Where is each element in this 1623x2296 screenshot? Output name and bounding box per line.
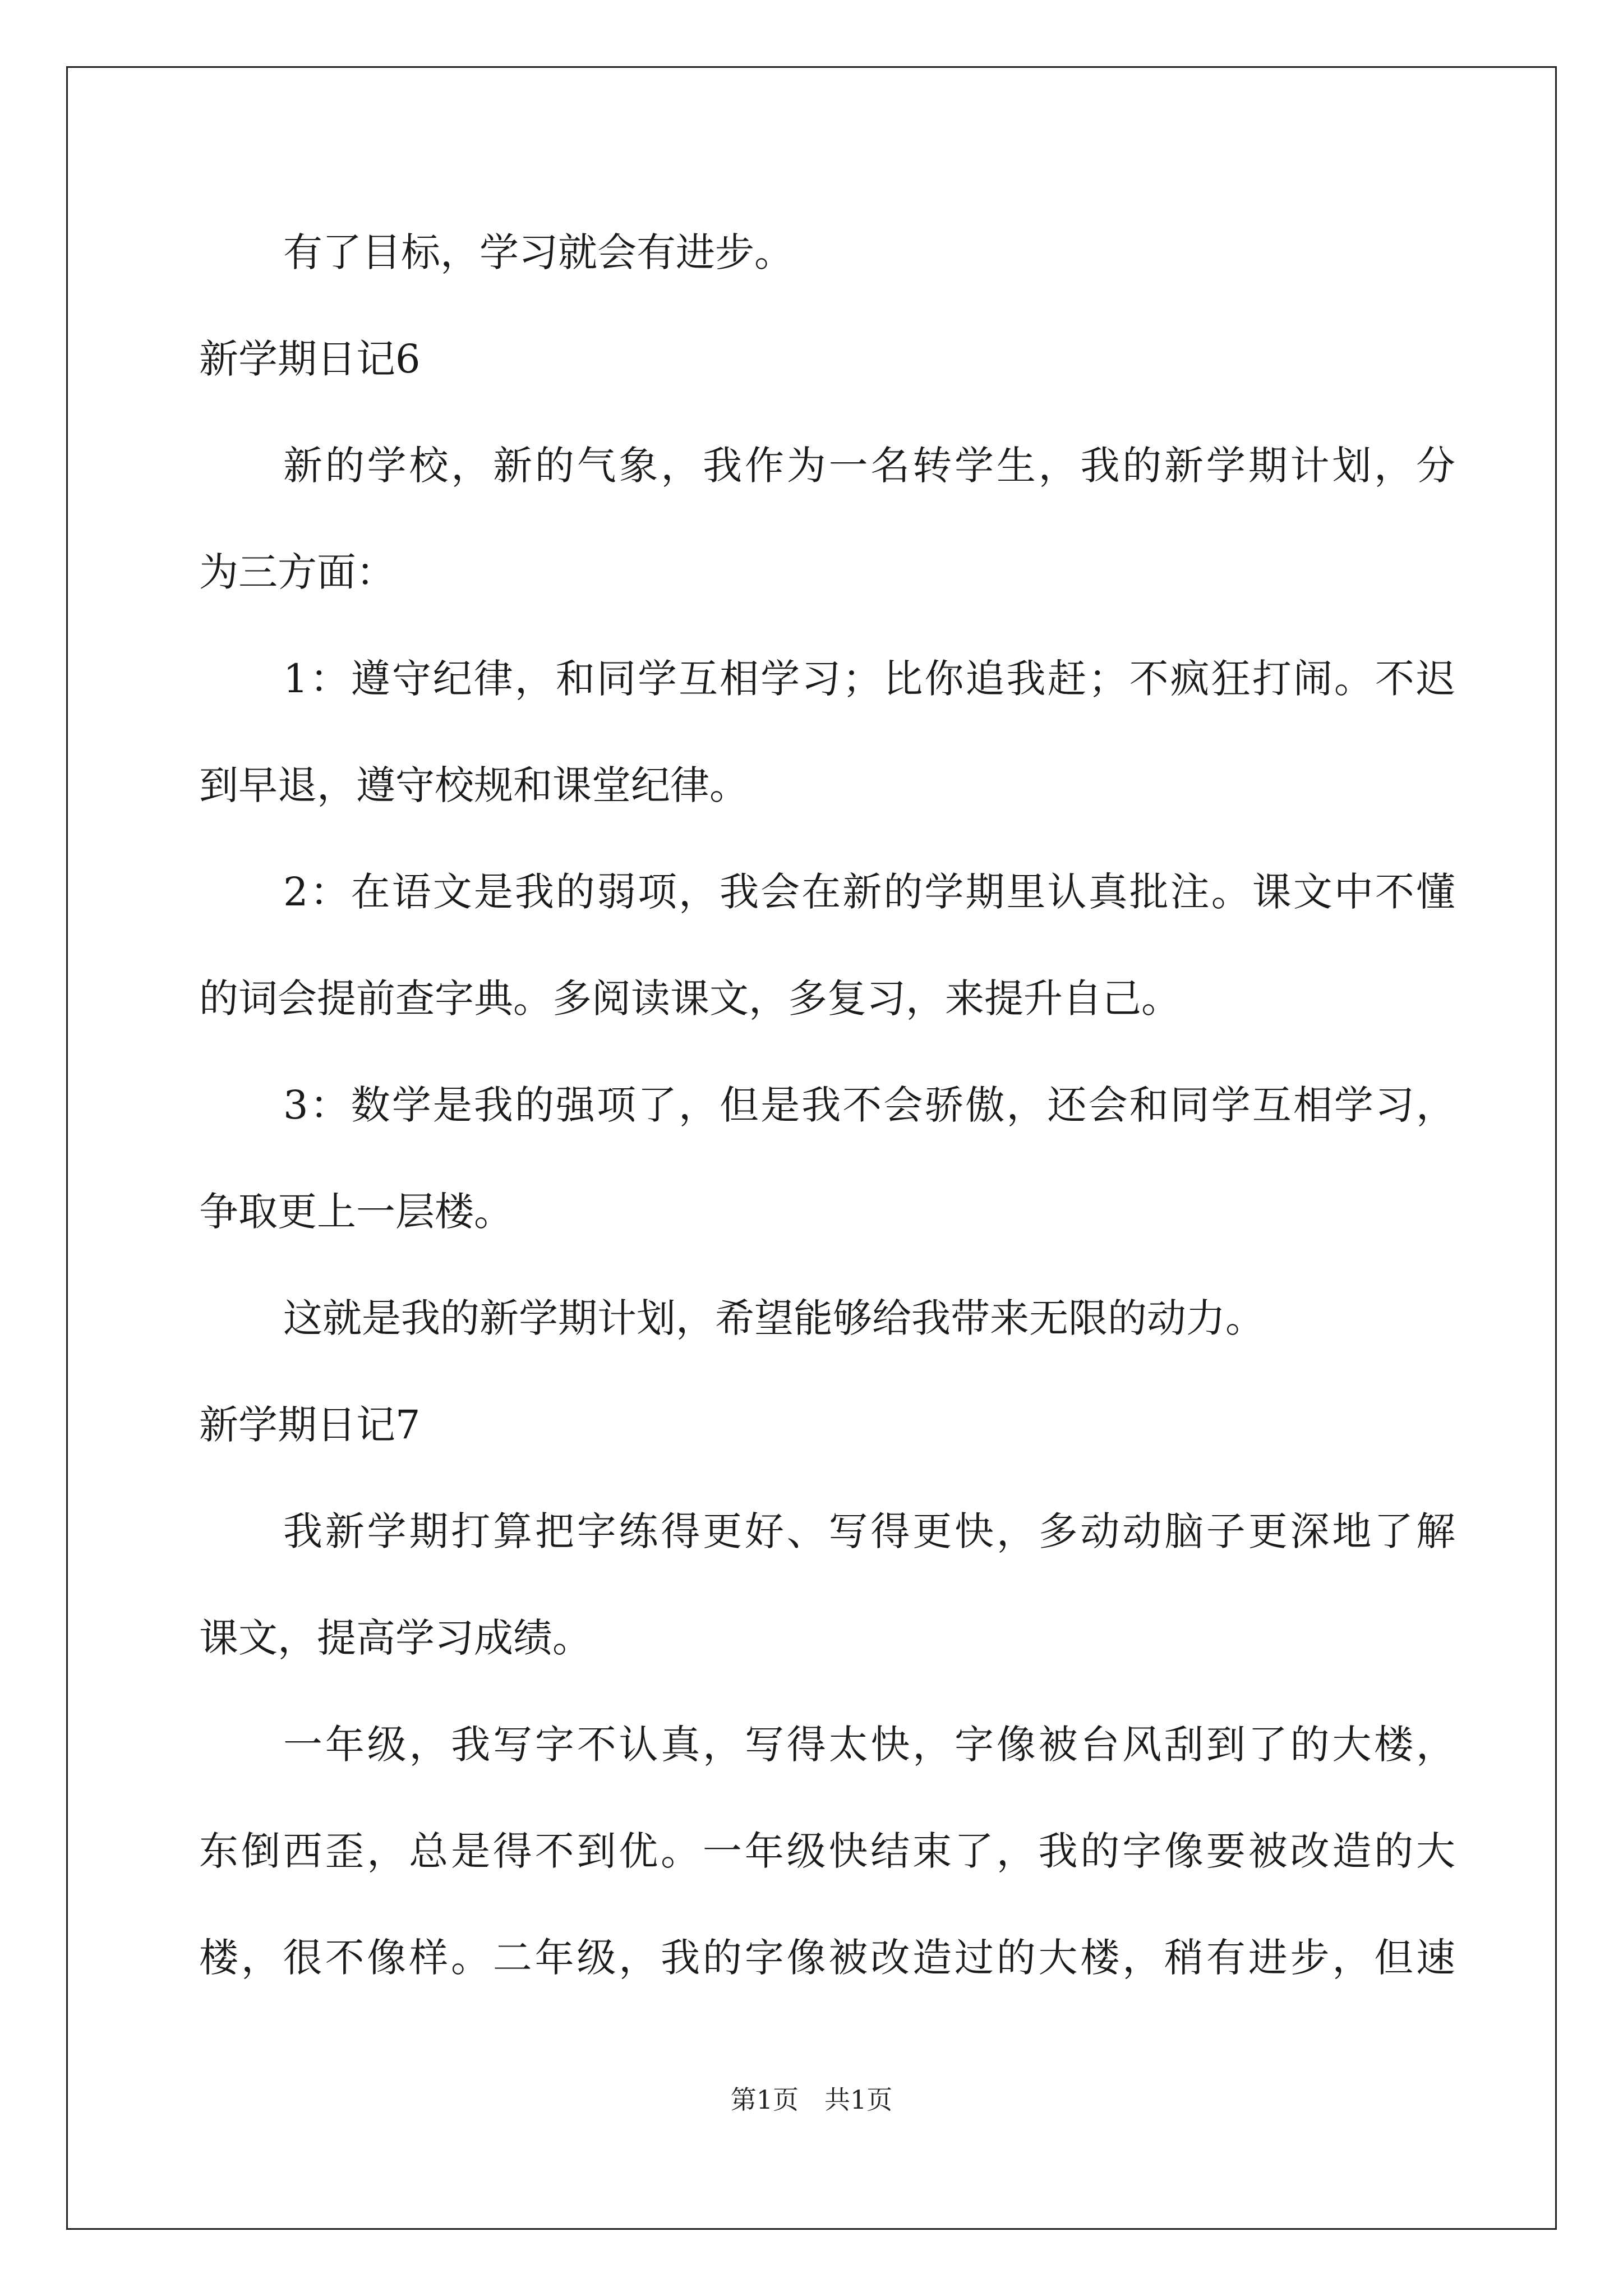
paragraph-line: 到早退，遵守校规和课堂纪律。 bbox=[199, 762, 749, 808]
paragraph-line: 的词会提前查字典。多阅读课文，多复习，来提升自己。 bbox=[199, 976, 1181, 1022]
page-border bbox=[66, 66, 1557, 2230]
paragraph-line: 这就是我的新学期计划，希望能够给我带来无限的动力。 bbox=[283, 1295, 1265, 1341]
paragraph-line: 有了目标，学习就会有进步。 bbox=[283, 229, 794, 275]
paragraph-line: 课文，提高学习成绩。 bbox=[199, 1615, 592, 1661]
page-number-footer: 第1页 共1页 bbox=[730, 2085, 893, 2115]
section-heading: 新学期日记6 bbox=[199, 336, 421, 382]
paragraph-line: 楼，很不像样。二年级，我的字像被改造过的大楼，稍有进步，但速 bbox=[199, 1935, 1455, 1981]
paragraph-line: 争取更上一层楼。 bbox=[199, 1189, 513, 1235]
paragraph-line: 为三方面： bbox=[199, 549, 395, 595]
paragraph-line: 2：在语文是我的弱项，我会在新的学期里认真批注。课文中不懂 bbox=[283, 869, 1455, 915]
paragraph-line: 1：遵守纪律，和同学互相学习；比你追我赶；不疯狂打闹。不迟 bbox=[283, 656, 1455, 702]
paragraph-line: 新的学校，新的气象，我作为一名转学生，我的新学期计划，分 bbox=[283, 443, 1455, 489]
paragraph-line: 一年级，我写字不认真，写得太快，字像被台风刮到了的大楼， bbox=[283, 1722, 1455, 1768]
paragraph-line: 我新学期打算把字练得更好、写得更快，多动动脑子更深地了解 bbox=[283, 1508, 1455, 1554]
paragraph-line: 东倒西歪，总是得不到优。一年级快结束了，我的字像要被改造的大 bbox=[199, 1828, 1455, 1874]
paragraph-line: 3：数学是我的强项了，但是我不会骄傲，还会和同学互相学习， bbox=[283, 1082, 1455, 1128]
section-heading: 新学期日记7 bbox=[199, 1402, 421, 1448]
